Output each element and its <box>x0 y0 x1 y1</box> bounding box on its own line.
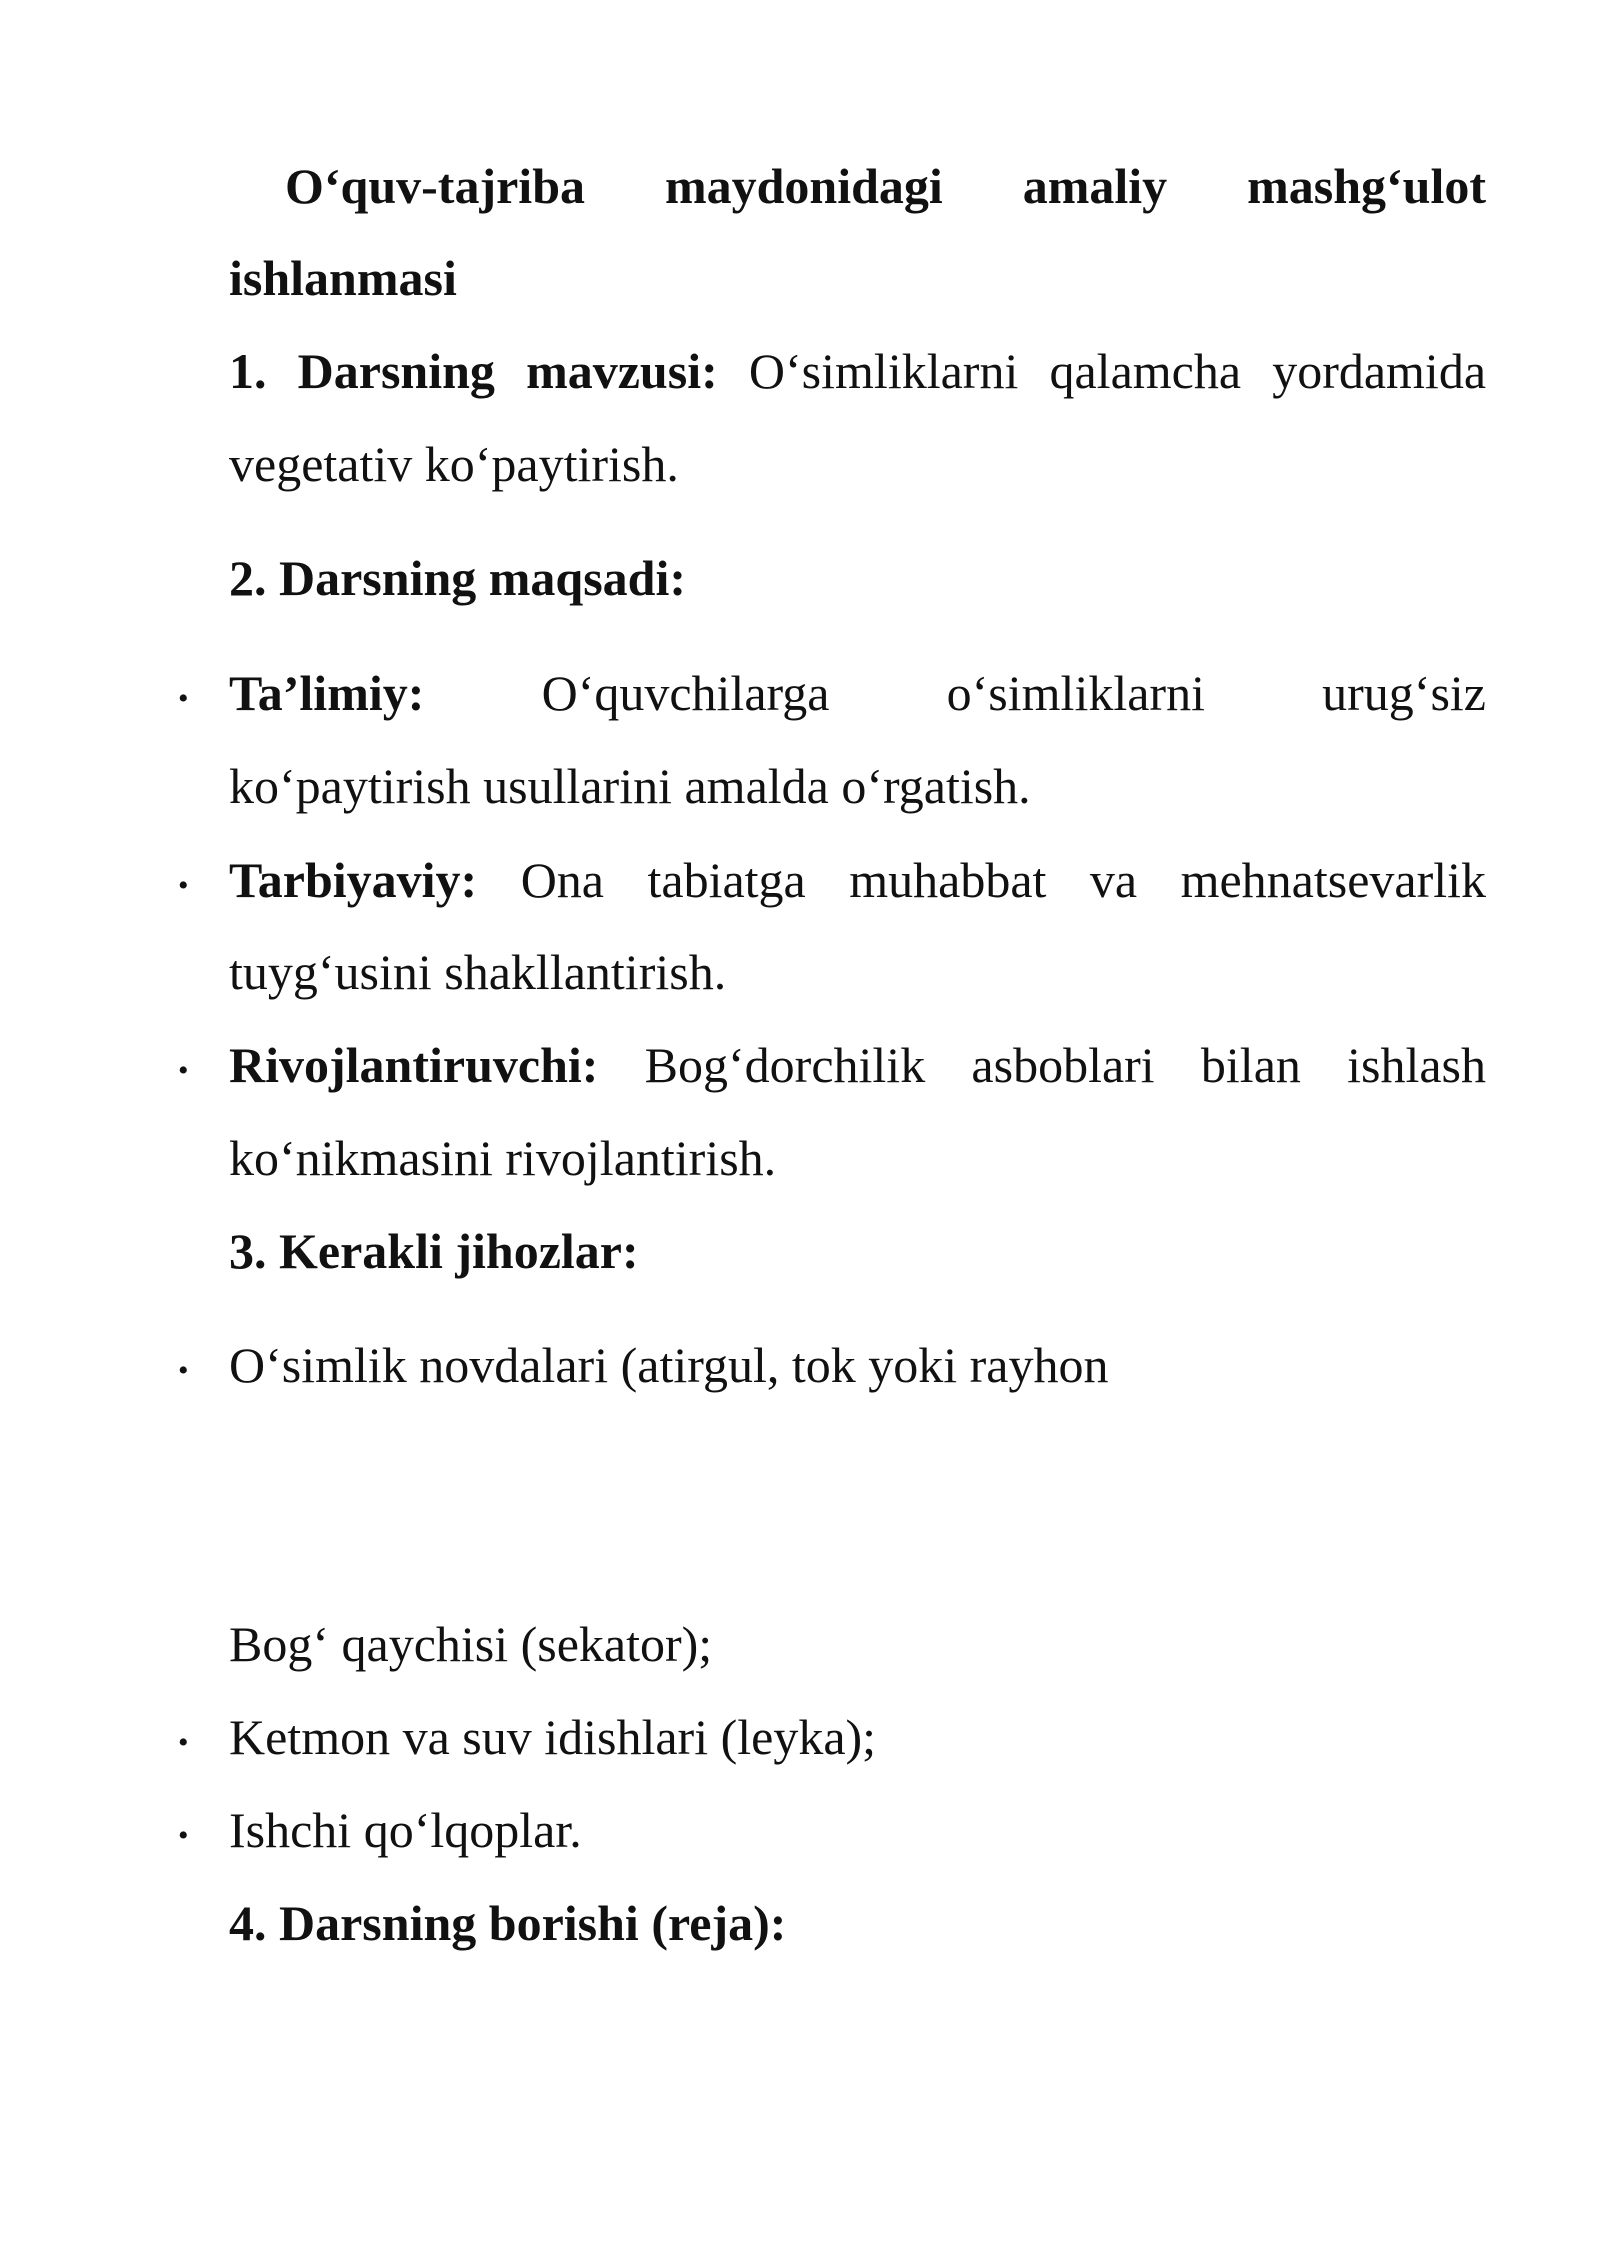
equipment-item: Ishchi qo‘lqoplar. <box>229 1802 582 1858</box>
goal-text: Ona tabiatga muhabbat va mehnatsevarlik <box>520 852 1487 908</box>
title-word: amaliy <box>1022 158 1168 214</box>
section2-heading: 2. Darsning maqsadi: <box>229 550 687 606</box>
section3-heading: 3. Kerakli jihozlar: <box>229 1223 639 1279</box>
goal-text: Bog‘dorchilik asboblari bilan ishlash <box>644 1037 1487 1093</box>
goal-label: Tarbiyaviy: <box>229 852 478 908</box>
title-word: mashg‘ulot <box>1247 158 1487 214</box>
equipment-item: Ketmon va suv idishlari (leyka); <box>229 1709 877 1765</box>
goal-item-tarbiyaviy <box>229 834 1486 927</box>
bullet-icon: • <box>178 1054 189 1087</box>
goal-text: O‘quvchilarga o‘simliklarni urug‘siz <box>541 665 1486 721</box>
goal-text-continued: ko‘nikmasini rivojlantirish. <box>229 1130 777 1186</box>
goal-text-continued: ko‘paytirish usullarini amalda o‘rgatish. <box>229 758 1031 814</box>
section1-heading: 1. Darsning mavzusi: <box>229 343 718 399</box>
equipment-item: Bog‘ qaychisi (sekator); <box>229 1616 713 1672</box>
section1-text: O‘simliklarni qalamcha yordamida <box>748 343 1487 399</box>
goal-label: Ta’limiy: <box>229 665 425 721</box>
bullet-icon: • <box>178 1726 189 1759</box>
title-word: O‘quv-tajriba <box>285 158 585 214</box>
equipment-item: O‘simlik novdalari (atirgul, tok yoki rayhon <box>229 1337 1109 1393</box>
bullet-icon: • <box>178 682 189 715</box>
bullet-icon: • <box>178 869 189 902</box>
goal-text-continued: tuyg‘usini shakllantirish. <box>229 944 727 1000</box>
document-title-line2: ishlanmasi <box>229 250 457 306</box>
goal-label: Rivojlantiruvchi: <box>229 1037 599 1093</box>
document-title <box>285 140 1486 233</box>
goal-item-talimiy <box>229 647 1486 740</box>
section1-line2: vegetativ ko‘paytirish. <box>229 436 679 492</box>
title-word: maydonidagi <box>664 158 943 214</box>
section4-heading: 4. Darsning borishi (reja): <box>229 1895 787 1951</box>
section1-line1 <box>229 325 1486 418</box>
goal-item-rivojlantiruvchi <box>229 1019 1486 1112</box>
bullet-icon: • <box>178 1354 189 1387</box>
bullet-icon: • <box>178 1819 189 1852</box>
